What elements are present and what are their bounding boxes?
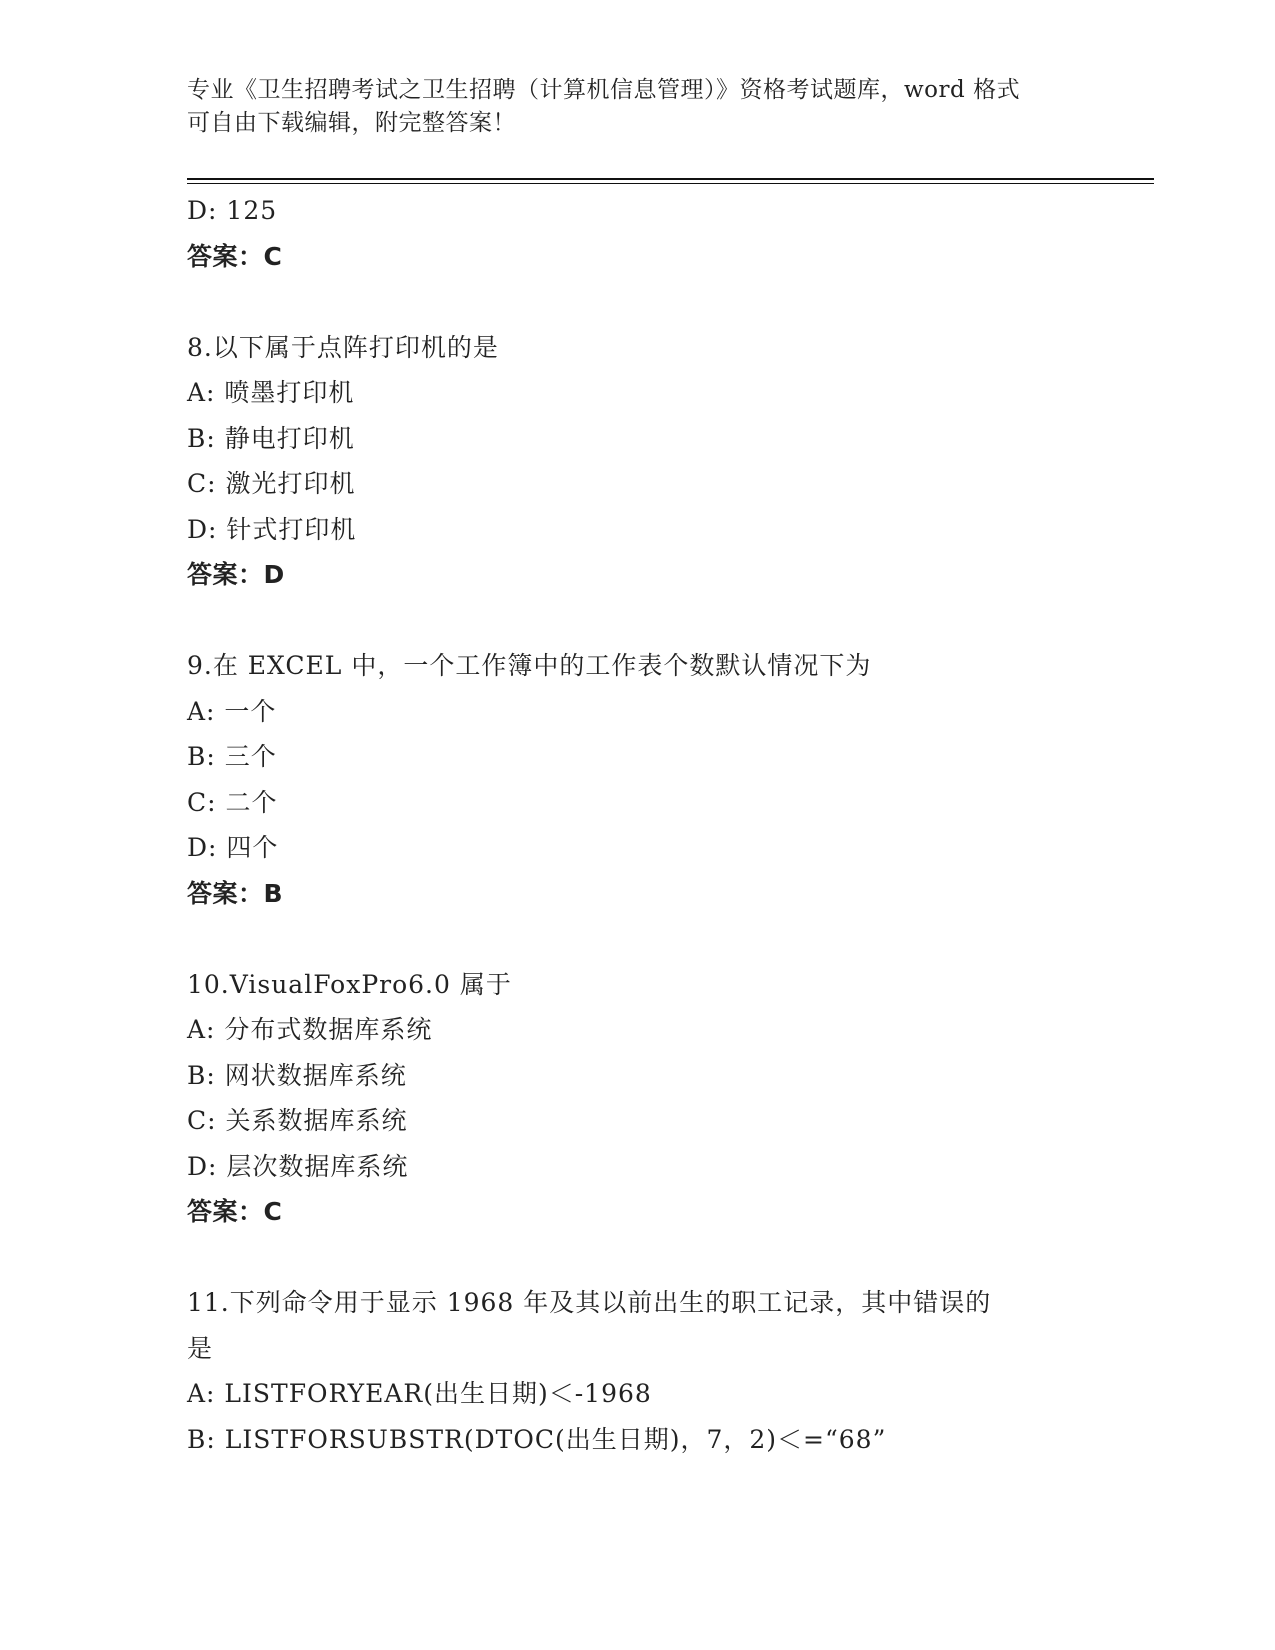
question-text: 10.VisualFoxPro6.0 属于 — [187, 969, 512, 999]
option-c: C: 关系数据库系统 — [187, 1106, 408, 1135]
question-list — [187, 188, 1087, 1462]
question-8 — [187, 325, 1087, 598]
question-text-line-2: 是 — [187, 1333, 214, 1363]
option-b: B: LISTFORSUBSTR(DTOC(出生日期)，7，2)＜=“68” — [187, 1424, 887, 1454]
answer: 答案：C — [187, 1197, 283, 1226]
spacer — [187, 916, 1087, 962]
spacer — [187, 598, 1087, 644]
answer: 答案：D — [187, 560, 285, 589]
option-a: A: 分布式数据库系统 — [187, 1015, 433, 1044]
header-rule-thin — [187, 183, 1154, 184]
question-9 — [187, 643, 1087, 916]
option-d: D: 四个 — [187, 833, 279, 862]
header-rule-thick — [187, 178, 1154, 180]
header-line-1: 专业《卫生招聘考试之卫生招聘（计算机信息管理）》资格考试题库，word 格式 — [187, 77, 1021, 103]
spacer — [187, 279, 1087, 325]
option-c: C: 二个 — [187, 787, 278, 817]
prev-option-d: D: 125 — [187, 196, 278, 225]
option-a: A: 喷墨打印机 — [187, 378, 355, 407]
option-b: B: 静电打印机 — [187, 423, 355, 453]
option-b: B: 三个 — [187, 742, 277, 771]
answer: 答案：B — [187, 878, 284, 908]
prev-answer: 答案：C — [187, 241, 283, 271]
option-b: B: 网状数据库系统 — [187, 1060, 407, 1090]
question-text-line-1: 11.下列命令用于显示 1968 年及其以前出生的职工记录，其中错误的 — [187, 1288, 992, 1317]
question-11 — [187, 1280, 1087, 1462]
question-text: 9.在 EXCEL 中，一个工作簿中的工作表个数默认情况下为 — [187, 651, 872, 680]
question-text: 8.以下属于点阵打印机的是 — [187, 332, 499, 362]
spacer — [187, 1235, 1087, 1281]
option-d: D: 针式打印机 — [187, 514, 357, 544]
question-10 — [187, 962, 1087, 1235]
option-a: A: LISTFORYEAR(出生日期)＜-1968 — [187, 1379, 652, 1408]
option-a: A: 一个 — [187, 696, 277, 726]
page-header — [187, 74, 1067, 140]
header-line-2: 可自由下载编辑，附完整答案！ — [187, 110, 516, 136]
option-d: D: 层次数据库系统 — [187, 1151, 409, 1181]
option-c: C: 激光打印机 — [187, 469, 356, 498]
